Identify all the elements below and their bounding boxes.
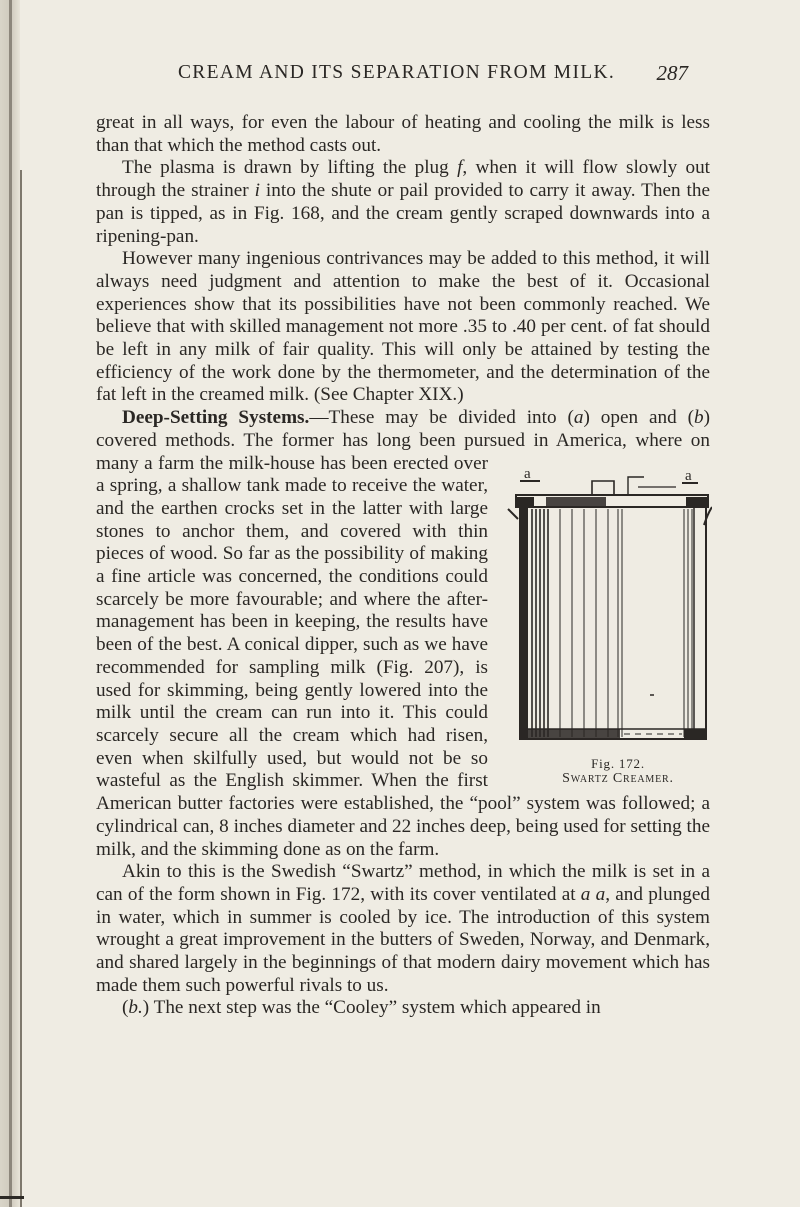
can-cover bbox=[516, 495, 708, 507]
swartz-creamer-drawing bbox=[498, 467, 712, 755]
can-wall-left bbox=[520, 507, 528, 739]
figure-title: Swartz Creamer. bbox=[562, 770, 674, 786]
binding-margin-line bbox=[20, 170, 22, 1207]
deep-setting-text-rest: where on many a farm the milk-house has been erected over a spring, a shallow tank made to receive the water, and the earthen crocks set in the latter with large stones to anchor them, and covered with thin pieces of wood. So far as the possibility of making a fine article was concerned, the conditions could scarcely be more favourable; and where the after-management has been in keeping, the results have been of the best. A conical dipper, such as we have recommended for sampling milk (Fig. 207), is used for skimming, being gently lowered into the milk until the cream can run into it. This could scarcely secure all the cream which had risen, even when skilfully used, but would not be so wasteful as the English skimmer. When the first American butter factories were established, the “pool” system was followed; a cylindrical can, 8 inches diameter and 22 inches deep, being used for setting the milk, and the skimming done as on the farm. bbox=[96, 429, 710, 860]
deep-setting-text-part: ) covered methods. The former has long been pursued in America, bbox=[96, 407, 710, 451]
body-text bbox=[96, 112, 710, 1020]
plug-letter: f bbox=[457, 157, 463, 179]
figure-number: Fig. 172. bbox=[591, 755, 645, 771]
cover-hook bbox=[628, 477, 644, 495]
cover-band-mid bbox=[546, 497, 606, 507]
vent-label-left: a bbox=[524, 466, 531, 482]
binding-corner-mark bbox=[0, 1196, 24, 1199]
can-wall-right bbox=[694, 507, 706, 739]
paragraph-cooley: (b.) The next step was the “Cooley” system which appeared in bbox=[122, 997, 601, 1019]
paragraph-contrivances: However many ingenious contrivances may be added to this method, it will always need judgment and attention to make the best of it. Occasional experiences show that its possibilities have not been commonly reached. We believe that with skilled management not more .35 to .40 per cent. of fat should be left in any milk of fair quality. This will only be attained by testing the efficiency of the work done by the thermometer, and the determination of the fat left in the creamed milk. (See Chapter XIX.) bbox=[96, 248, 710, 406]
strainer-letter: i bbox=[254, 180, 260, 202]
can-bottom-right bbox=[684, 729, 706, 739]
cover-band-right bbox=[686, 497, 708, 507]
section-heading: Deep-Setting Systems. bbox=[122, 407, 310, 429]
paragraph-deep-setting: Deep-Setting Systems.—These may be divided into (a) open and (b) covered methods. The former has long been pursued in America, a a Fig. 172. Swartz Creamer. where on many a farm the milk-house has been erected over a spring, a shallow tank made to receive the water, and the earthen crocks set in the latter with large stones to anchor them, and covered with thin pieces of wood. So far as the possibility of making a fine article was concerned, the conditions could scarcely be more favourable; and where the after-management has been in keeping, the results have been of the best. A conical dipper, such as we have recommended for sampling milk (Fig. 207), is used for skimming, being gently lowered into the milk until the cream can run into it. This could scarcely secure all the cream which had risen, even when skilfully used, but would not be so wasteful as the English skimmer. When the first American butter factories were established, the “pool” system was followed; a cylindrical can, 8 inches diameter and 22 inches deep, being used for setting the milk, and the skimming done as on the farm. bbox=[96, 407, 710, 860]
running-head: CREAM AND ITS SEPARATION FROM MILK. bbox=[178, 62, 616, 83]
paragraph-swartz: Akin to this is the Swedish “Swartz” method, in which the milk is set in a can of the form shown in Fig. 172, with its cover ventilated at a a, and plunged in water, which in summer is cooled by ice. The introduction of this system wrought a great improvement in the butters of Sweden, Norway, and Denmark, and shared largely in the beginnings of that modern dairy movement which has made them such powerful rivals to us. bbox=[96, 861, 711, 996]
figure-swartz-creamer bbox=[498, 467, 712, 789]
cover-band-left bbox=[516, 497, 534, 507]
side-hook-left bbox=[508, 509, 518, 519]
paragraph-plasma: The plasma is drawn by lifting the plug f, when it will flow slowly out through the strainer i into the shute or pail provided to carry it away. Then the pan is tipped, as in Fig. 168, and the cream gently scraped downwards into a ripening-pan. bbox=[96, 157, 710, 247]
vent-label-right: a bbox=[685, 467, 692, 484]
cover-handle bbox=[592, 481, 614, 495]
binding-edge-line bbox=[9, 0, 12, 1207]
page-number: 287 bbox=[656, 61, 688, 85]
page-header bbox=[178, 62, 688, 92]
can-bottom-fill bbox=[520, 729, 620, 739]
figure-caption bbox=[498, 756, 712, 786]
paragraph-continuation: great in all ways, for even the labour of heating and cooling the milk is less than that which the method casts out. bbox=[96, 112, 710, 156]
